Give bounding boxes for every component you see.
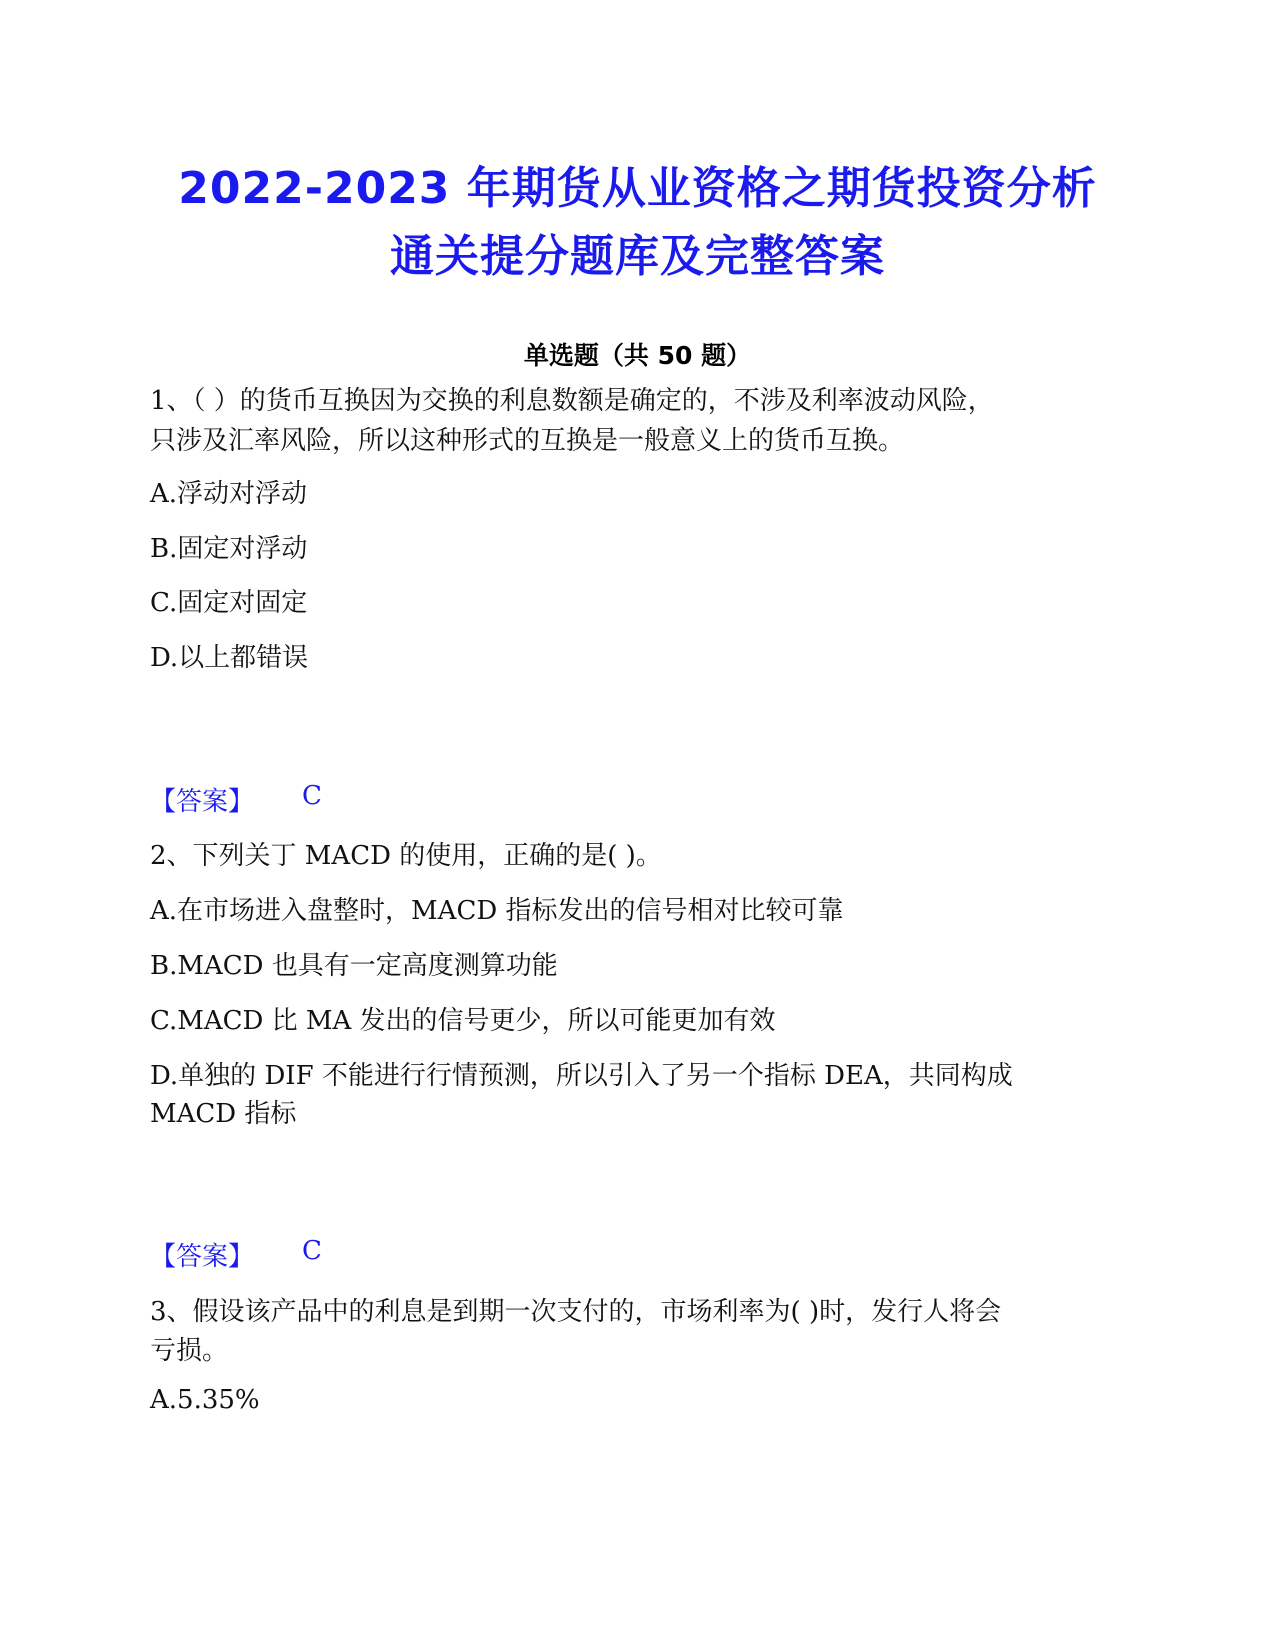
question-1-option-a: A.浮动对浮动: [150, 479, 308, 509]
section-heading: 单选题（共 50 题）: [523, 341, 752, 370]
question-2-option-a: A.在市场进入盘整时，MACD 指标发出的信号相对比较可靠: [150, 896, 844, 926]
document-title-line1: 2022-2023 年期货从业资格之期货投资分析: [178, 163, 1097, 214]
answer-label: 【答案】: [150, 1242, 255, 1272]
question-2-option-c: C.MACD 比 MA 发出的信号更少，所以可能更加有效: [150, 1006, 776, 1036]
question-3-stem-line2: 亏损。: [150, 1336, 229, 1366]
answer-label: 【答案】: [150, 787, 255, 817]
question-2-option-d-line1: D.单独的 DIF 不能进行行情预测，所以引入了另一个指标 DEA，共同构成: [150, 1061, 1013, 1091]
answer-value: C: [302, 1236, 322, 1266]
question-2-answer: [150, 1236, 322, 1273]
question-1-answer: [150, 781, 322, 818]
document-title-line2: 通关提分题库及完整答案: [390, 231, 885, 282]
question-3-option-a: A.5.35%: [150, 1385, 260, 1415]
question-1-option-b: B.固定对浮动: [150, 534, 308, 564]
question-3-stem-line1: 3、假设该产品中的利息是到期一次支付的，市场利率为( )时，发行人将会: [150, 1297, 1002, 1327]
question-2-option-d-line2: MACD 指标: [150, 1099, 297, 1129]
question-1-option-d: D.以上都错误: [150, 643, 309, 673]
answer-value: C: [302, 781, 322, 811]
question-2-option-b: B.MACD 也具有一定高度测算功能: [150, 951, 558, 981]
question-2-stem: 2、下列关丁 MACD 的使用，正确的是( )。: [150, 841, 662, 871]
question-1-stem-line2: 只涉及汇率风险，所以这种形式的互换是一般意义上的货币互换。: [150, 426, 905, 456]
question-1-stem-line1: 1、（ ）的货币互换因为交换的利息数额是确定的，不涉及利率波动风险，: [150, 386, 994, 416]
question-1-option-c: C.固定对固定: [150, 588, 308, 618]
